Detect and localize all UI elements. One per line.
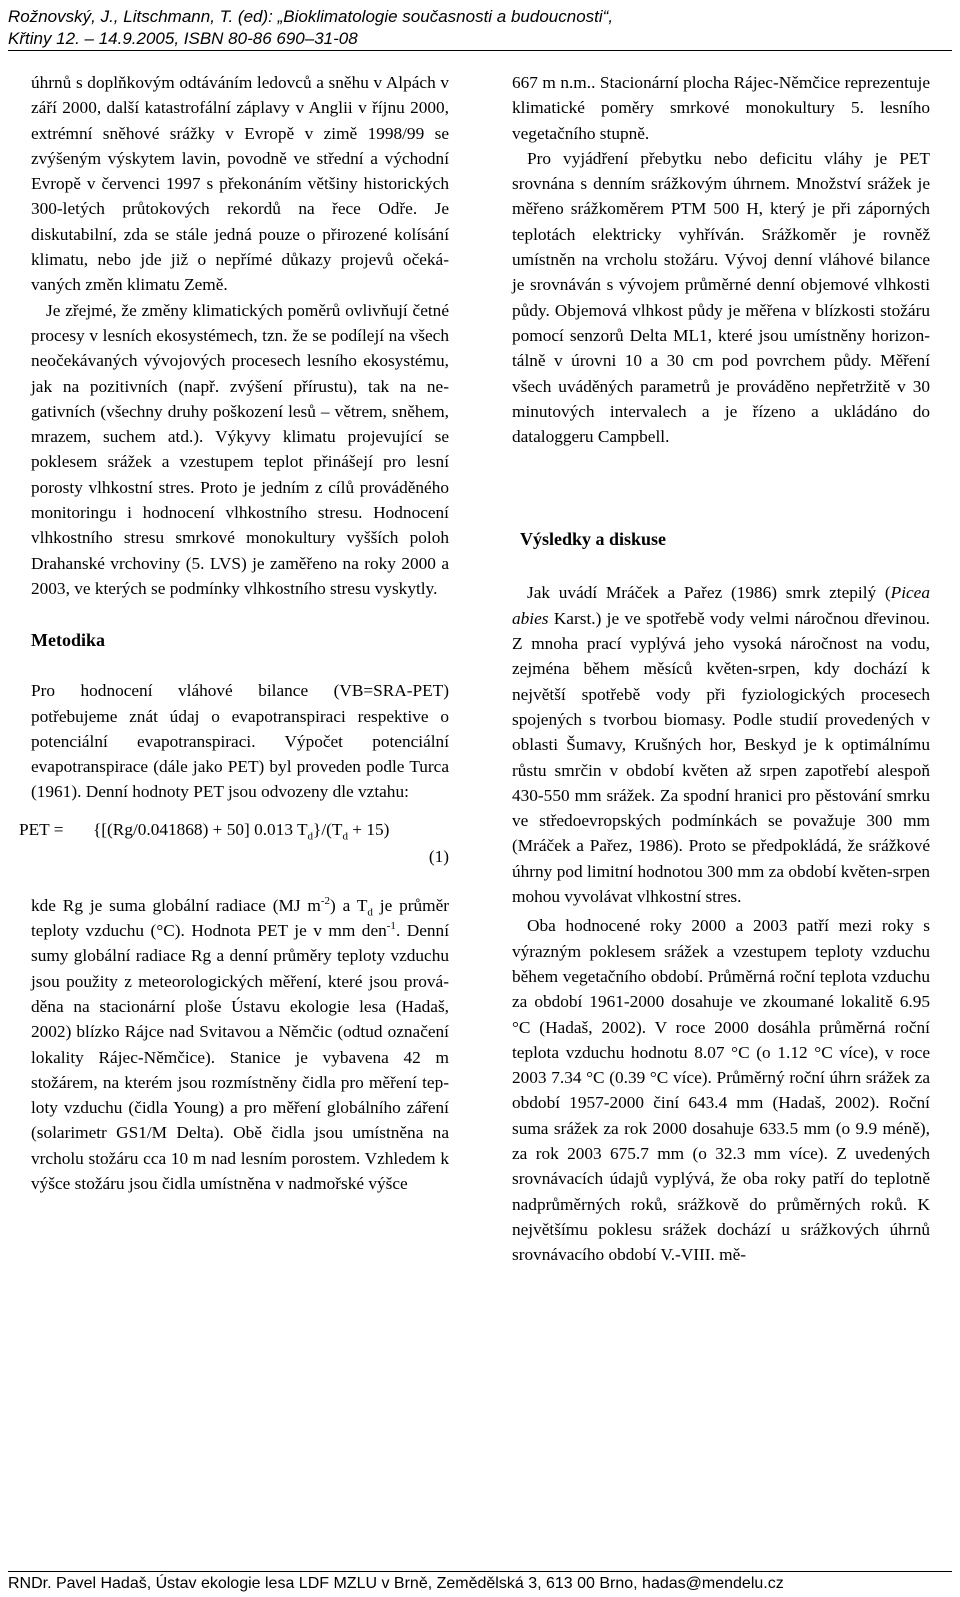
header-divider: [8, 50, 952, 51]
formula-lhs: PET =: [19, 819, 64, 839]
formula-number: (1): [428, 846, 449, 866]
paragraph-intro-continued: úhrnů s doplňkovým odtáváním ledovců a sněhu v Alpách v září 2000, další katastrofální záplavy v Anglii v říjnu 2000, extrémní sněhové srážky v Evropě v zimě 1998/99 se zvýšeným výskytem lavin, povodně ve střední a východní Evropě v červenci 1997 s překonáním většiny historických 300-letých průtokových rekordů na řece Odře. Je diskutabilní, zda se stále jedná pouze o přirozené kolísání klimatu, nebo jde již o nepřímé důkazy projevů očekávaných změn klimatu Země.: [31, 73, 449, 295]
right-column: [512, 70, 930, 1267]
paragraph-station-continued: 667 m n.m.. Stacionární plocha Rájec-Němčice reprezentuje klimatické poměry smrkové monokultury 5. lesního vegetačního stupně.: [512, 73, 930, 143]
paragraph-methods: Pro hodnocení vláhové bilance (VB=SRA-PET) potřebujeme znát údaj o evapotranspiraci respektive o potenciální evapotranspiraci. Výpočet potenciální evapotranspirace (dále jako PET) byl proveden podle Turca (1961). Denní hodnoty PET jsou odvozeny dle vztahu:: [31, 681, 449, 802]
paragraph-climate-effects: Je zřejmé, že změny klimatických poměrů ovlivňují četné procesy v lesních ekosystémech, tzn. že se podílejí na všech neočekávaných vývojových procesech lesního ekosystému, jak na pozitivních (např. zvýšení přírustu), tak na negativních (všechny druhy poškození lesů – větrem, sněhem, mrazem, suchem atd.). Výkyvy klimatu projevující se poklesem srážek a vzestupem teplot přinášejí pro lesní porosty vlhkostní stres. Proto je jedním z cílů prováděného monitoringu i hodnocení vlhkostního stresu. Hodnocení vlhkostního stresu smrkové monokultury vyšších poloh Drahanské vrchoviny (5. LVS) je zaměřeno na roky 2000 a 2003, ve kterých se podmínky vlhkostního stresu vyskytly.: [31, 300, 449, 598]
paragraph-formula-explanation: kde Rg je suma globální radiace (MJ $m^{-2}$) a $T_d$ je průměr teploty vzduchu (°C). Hodnota PET je v mm den$^{-1}$. Denní sumy globální radiace Rg a denní průměry teploty vzduchu jsou použity z meteorologických měření, které jsou prováděna na stacionární ploše Ústavu ekologie lesa (Hadaš, 2002) blízko Rájce nad Svitavou a Němčic (odtud označení lokality Rájec-Němčice). Stanice je vybavena 42 m stožárem, na kterém jsou rozmístněny čidla pro měření teploty vzduchu (čidla Young) a pro měření globálního záření (solarimetr GS1/M Delta). Obě čidla jsou umístněna na vrcholu stožáru cca 10 m nad lesním porostem. Vzhledem k výšce stožáru jsou čidla umístněna v nadmořské výšce: [31, 894, 450, 1193]
header-line-venue: Křtiny 12. – 14.9.2005, ISBN 80-86 690–31-08: [8, 29, 358, 48]
formula-pet: [19, 817, 449, 871]
paragraph-evaluated-years: Oba hodnocené roky 2000 a 2003 patří mezi roky s výrazným poklesem srážek a vzestupem teploty vzduchu během vegetačního období. Průměrná roční teplota vzduchu za období 1961-2000 dosahuje ve zkoumané lokalitě 6.95 °C (Hadaš, 2002). V roce 2000 dosáhla průměrná roční teplota vzduchu hodnotu 8.07 °C (o 1.12 °C více), v roce 2003 7.34 °C (0.39 °C více). Průměrný roční úhrn srážek za období 1957-2000 činí 643.4 mm (Hadaš, 2002). Roční suma srážek za rok 2000 dosahuje 633.5 mm (o 9.9 méně), za rok 2003 675.7 mm (o 32.3 mm více). Z uvedených srovnávacích údajů vyplývá, že oba roky patří do teplotně nadprůměrných roků, srážkově do průměrných roků. K největšímu poklesu srážek dochází u srážkových úhrnů srovnávacího období V.-VIII. mě-: [512, 916, 930, 1265]
formula-rhs: {[(Rg/0.041868) + 50] 0.013 $T_d\}/(T_d + 15)$: [93, 819, 390, 843]
running-header: [8, 6, 952, 50]
left-column: [19, 70, 450, 1196]
section-heading-methods: Metodika: [31, 630, 105, 651]
section-heading-results: Výsledky a diskuse: [520, 529, 667, 550]
paragraph-precipitation-measurement: Pro vyjádření přebytku nebo deficitu vláhy je PET srovnána s denním srážkovým úhrnem. Množství srážek je měřeno srážkoměrem PTM 500 H, který je při záporných teplotách elektricky vyhříván. Srážkoměr je rovněž umístněn na vrcholu stožáru. Vývoj denní vláhové bilance je srovnáván s vývojem průměrné denní objemové vlhkosti půdy. Objemová vlhkost půdy je měřena v blízkosti stožáru pomocí senzorů Delta ML1, které jsou umístněny horizontálně v úrovni 10 a 30 cm pod povrchem půdy. Měření všech uváděných parametrů je prováděno nepřetržitě v 30 minutových intervalech a je řízeno a ukládáno do dataloggeru Campbell.: [512, 148, 930, 447]
footer-divider: [8, 1571, 952, 1572]
author-footer: RNDr. Pavel Hadaš, Ústav ekologie lesa LDF MZLU v Brně, Zemědělská 3, 613 00 Brno, hadas@mendelu.cz: [8, 1575, 784, 1592]
species-name: Picea abies: [512, 583, 930, 628]
paragraph-spruce-requirements: Jak uvádí Mráček a Pařez (1986) smrk ztepilý (Picea abies Karst.) je ve spotřebě vody velmi náročnou dřevinou. Z mnoha prací vyplývá jeho vysoká náročnost na vodu, zejména během měsíců květen-srpen, kdy dochází k největší spotřebě vody při fyziologických procesech spojených s tvorbou biomasy. Podle studií provedených v oblasti Šumavy, Krušných hor, Beskyd je k optimálnímu růstu smrčin v období květen až srpen zapotřebí alespoň 430-550 mm srážek. Za spodní hranici pro pěstování smrku ve středoevropských podmínkách se považuje 300 mm (Mráček a Pařez, 1986). Proto se předpokládá, že srážkové úhrny pod limitní hodnotou 300 mm za období květen-srpen mohou vyvolávat vlhkostní stres.: [512, 583, 930, 907]
header-line-citation: Rožnovský, J., Litschmann, T. (ed): „Bioklimatologie současnosti a budoucnosti“,: [8, 7, 614, 26]
